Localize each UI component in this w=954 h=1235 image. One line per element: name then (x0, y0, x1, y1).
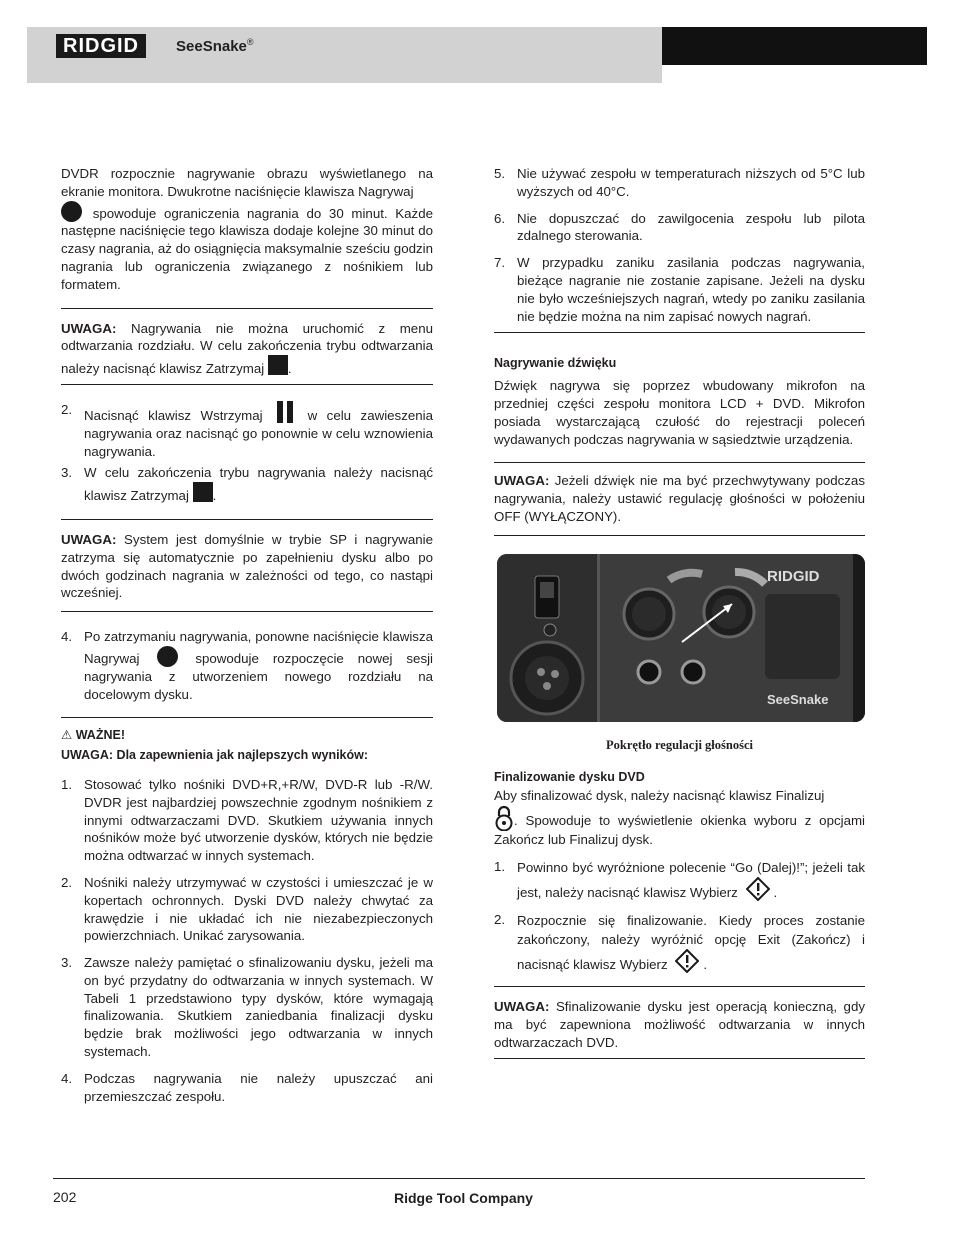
note-label: UWAGA: (61, 320, 117, 336)
step2-text-a: Nacisnąć klawisz Wstrzymaj (84, 407, 263, 423)
fstep2-end: . (703, 956, 708, 972)
important-title: WAŻNE! (75, 728, 126, 743)
record-button-icon (157, 646, 178, 667)
note-finalize (494, 998, 865, 1051)
list-number: 2. (494, 911, 506, 927)
fstep1-end: . (773, 884, 778, 900)
list-number: 1. (494, 858, 506, 874)
select-button-icon (675, 949, 699, 973)
list-text: Stosować tylko nośniki DVD+R,+R/W, DVD-R lub -R/W. DVDR jest najbardziej powszechnie zgodnym nośnikiem z innymi odtwarzaczami DVD. Skutkiem używania innych nośników może być utworzenie dysków, których nie będzie można odtwarzać w innych systemach. (84, 776, 433, 864)
page-number: 202 (53, 1189, 77, 1205)
section-heading-audio: Nagrywanie dźwięku (494, 356, 617, 371)
divider (494, 332, 865, 333)
important-heading (61, 727, 433, 745)
ridgid-logo: RIDGID (56, 34, 146, 58)
intro-paragraph (61, 165, 433, 294)
note-text: Jeżeli dźwięk nie ma być przechwytywany podczas nagrywania, należy ustawić regulację głośności w położeniu OFF (WYŁĄCZONY). (494, 473, 865, 524)
list-item-step2 (61, 401, 433, 460)
registered-mark: ® (246, 37, 254, 47)
list-item-step3 (61, 464, 433, 505)
step3-text: W celu zakończenia trybu nagrywania należy nacisnąć klawisz Zatrzymaj (84, 465, 433, 504)
list-item (61, 1070, 433, 1106)
divider (61, 519, 433, 520)
volume-knob-photo (497, 554, 865, 722)
list-item (61, 874, 433, 945)
footer-rule (53, 1178, 865, 1179)
tips-list (61, 776, 433, 1106)
divider (61, 717, 433, 718)
list-number: 4. (61, 629, 73, 645)
finalize-lock-icon (494, 805, 514, 831)
intro-text-2: spowoduje ograniczenia nagrania do 30 minut. Każde następne naciśnięcie tego klawisza dodaje kolejne 30 minut do czasy nagrania, aż do osiągnięcia maksymalnie sześciu godzin nagrania lub ograniczenia związanego z nośnikiem lub formatem. (61, 205, 433, 292)
stop-button-icon (268, 355, 288, 375)
right-column (494, 165, 865, 1059)
note-playback (61, 320, 433, 378)
note-text: Nagrywania nie można uruchomić z menu odtwarzania rozdziału. W celu zakończenia trybu odtwarzania należy nacisnąć klawisz Zatrzymaj (61, 320, 433, 377)
divider (494, 986, 865, 987)
finalize-text-b: . Spowoduje to wyświetlenie okienka wyboru z opcjami Zakończ lub Finalizuj dysk. (494, 813, 865, 848)
company-name: Ridge Tool Company (394, 1190, 533, 1206)
divider (61, 308, 433, 309)
finalize-text-a: Aby sfinalizować dysk, należy nacisnąć klawisz Finalizuj (494, 788, 825, 804)
product-name (176, 37, 254, 55)
list-text (517, 911, 865, 974)
pause-button-icon (276, 401, 294, 423)
list-item (61, 776, 433, 865)
intro-text-1: DVDR rozpocznie nagrywanie obrazu wyświetlanego na ekranie monitora. Dwukrotne naciśnięcie klawisza Nagrywaj (61, 166, 433, 199)
finalize-paragraph (494, 787, 865, 849)
note-label: UWAGA: (494, 473, 550, 489)
header-black-band (662, 27, 927, 65)
warning-icon: ⚠ (61, 728, 73, 743)
divider (494, 1058, 865, 1059)
monitor-panel-illustration (497, 554, 865, 722)
list-number: 2. (61, 401, 73, 417)
note-audio (494, 472, 865, 525)
note-text: Sfinalizowanie dysku jest operacją konieczną, gdy ma być zapewniona możliwość odtwarzania w innych odtwarzaczach DVD. (494, 998, 865, 1050)
note-text: System jest domyślnie w trybie SP i nagrywanie zatrzyma się automatycznie po zapełnieniu dysku albo po dwóch godzinach nagrania w zależności od tego, co nastąpi wcześniej. (61, 531, 433, 601)
note-sp-mode (61, 531, 433, 602)
list-text: Nie dopuszczać do zawilgocenia zespołu lub pilota zdalnego sterowania. (517, 210, 865, 244)
record-button-icon (61, 201, 82, 222)
list-text (84, 628, 433, 703)
audio-paragraph: Dźwięk nagrywa się poprzez wbudowany mikrofon na przedniej części zespołu monitora LCD + DVD. Mikrofon posiada wystarczającą czułość do rejestracji poleceń wydawanych podczas nagrywania w sąsiedztwie urządzenia. (494, 378, 865, 447)
note-end: . (287, 361, 292, 377)
select-button-icon (746, 877, 770, 901)
photo-brand-label: RIDGID (767, 567, 820, 585)
list-number: 5. (494, 166, 506, 181)
list-text: Nie używać zespołu w temperaturach niższych od 5°C lub wyższych od 40°C. (517, 166, 865, 199)
list-number: 1. (61, 776, 73, 792)
divider (494, 462, 865, 463)
step3-end: . (212, 488, 217, 504)
product-title: SeeSnake (176, 38, 247, 55)
list-item-finalize-2 (494, 911, 865, 974)
photo-caption: Pokrętło regulacji głośności (606, 737, 753, 752)
photo-product-label: SeeSnake (767, 691, 829, 707)
list-text: Nośniki należy utrzymywać w czystości i umieszczać je w kopertach ochronnych. Dyski DVD należy chwytać za krawędzie i nie układać ich nie niezabezpieczonych powierzchniach. Unikać zarysowania. (84, 874, 433, 944)
divider (61, 384, 433, 385)
list-number: 6. (494, 210, 506, 226)
important-subtitle: UWAGA: Dla zapewnienia jak najlepszych wyników: (61, 748, 369, 763)
list-number: 3. (61, 465, 73, 481)
fstep1-text: Powinno być wyróżnione polecenie “Go (Dalej)!”; jeżeli tak jest, należy nacisnąć klawisz Wybierz (517, 859, 865, 900)
list-number: 3. (61, 955, 73, 971)
list-text (84, 464, 433, 505)
divider (494, 535, 865, 536)
tips-list (494, 165, 865, 325)
list-text: W przypadku zaniku zasilania podczas nagrywania, bieżące nagranie nie zostanie zapisane. Jeżeli na dysku nie było wcześniejszych nagrań, wtedy po zaniku zasilania nie będzie można na nim zapisać nowych nagrań. (517, 255, 865, 324)
step4-text-a: Po zatrzymaniu nagrywania, ponowne naciśnięcie klawisza Nagrywaj (84, 629, 433, 666)
note-label: UWAGA: (494, 998, 550, 1014)
step2-text-b: w celu zawieszenia nagrywania oraz nacisnąć go ponownie w celu wznowienia nagrywania. (84, 407, 433, 459)
list-item (494, 165, 865, 201)
list-text: Zawsze należy pamiętać o sfinalizowaniu dysku, jeżeli ma on być przydatny do odtwarzania w innych systemach. W Tabeli 1 przedstawiono typy dysków, które wymagają finalizowania. Skutkiem zaniedbania finalizacji dysku będzie brak możliwości jego odtwarzania w innych systemach. (84, 955, 433, 1060)
list-item (494, 254, 865, 325)
list-text (84, 401, 433, 460)
divider (61, 611, 433, 612)
stop-button-icon (193, 482, 213, 502)
step4-text-b: spowoduje rozpoczęcie nowej sesji nagrywania z utworzeniem nowego rozdziału na docelowym dysku. (84, 650, 434, 702)
list-item-finalize-1 (494, 858, 865, 902)
section-heading-finalize: Finalizowanie dysku DVD (494, 769, 645, 784)
list-text (517, 858, 865, 902)
list-number: 4. (61, 1070, 73, 1086)
note-label: UWAGA: (61, 531, 117, 547)
list-number: 7. (494, 255, 506, 271)
list-item (494, 210, 865, 246)
list-number: 2. (61, 874, 73, 890)
fstep2-text: Rozpocznie się finalizowanie. Kiedy proces zostanie zakończony, należy wyróżnić opcję Exit (Zakończ) i nacisnąć klawisz Wybierz (517, 912, 865, 972)
list-text: Podczas nagrywania nie należy upuszczać ani przemieszczać zespołu. (84, 1070, 433, 1104)
list-item (61, 954, 433, 1061)
left-column (61, 165, 433, 1105)
list-item-step4 (61, 628, 433, 703)
